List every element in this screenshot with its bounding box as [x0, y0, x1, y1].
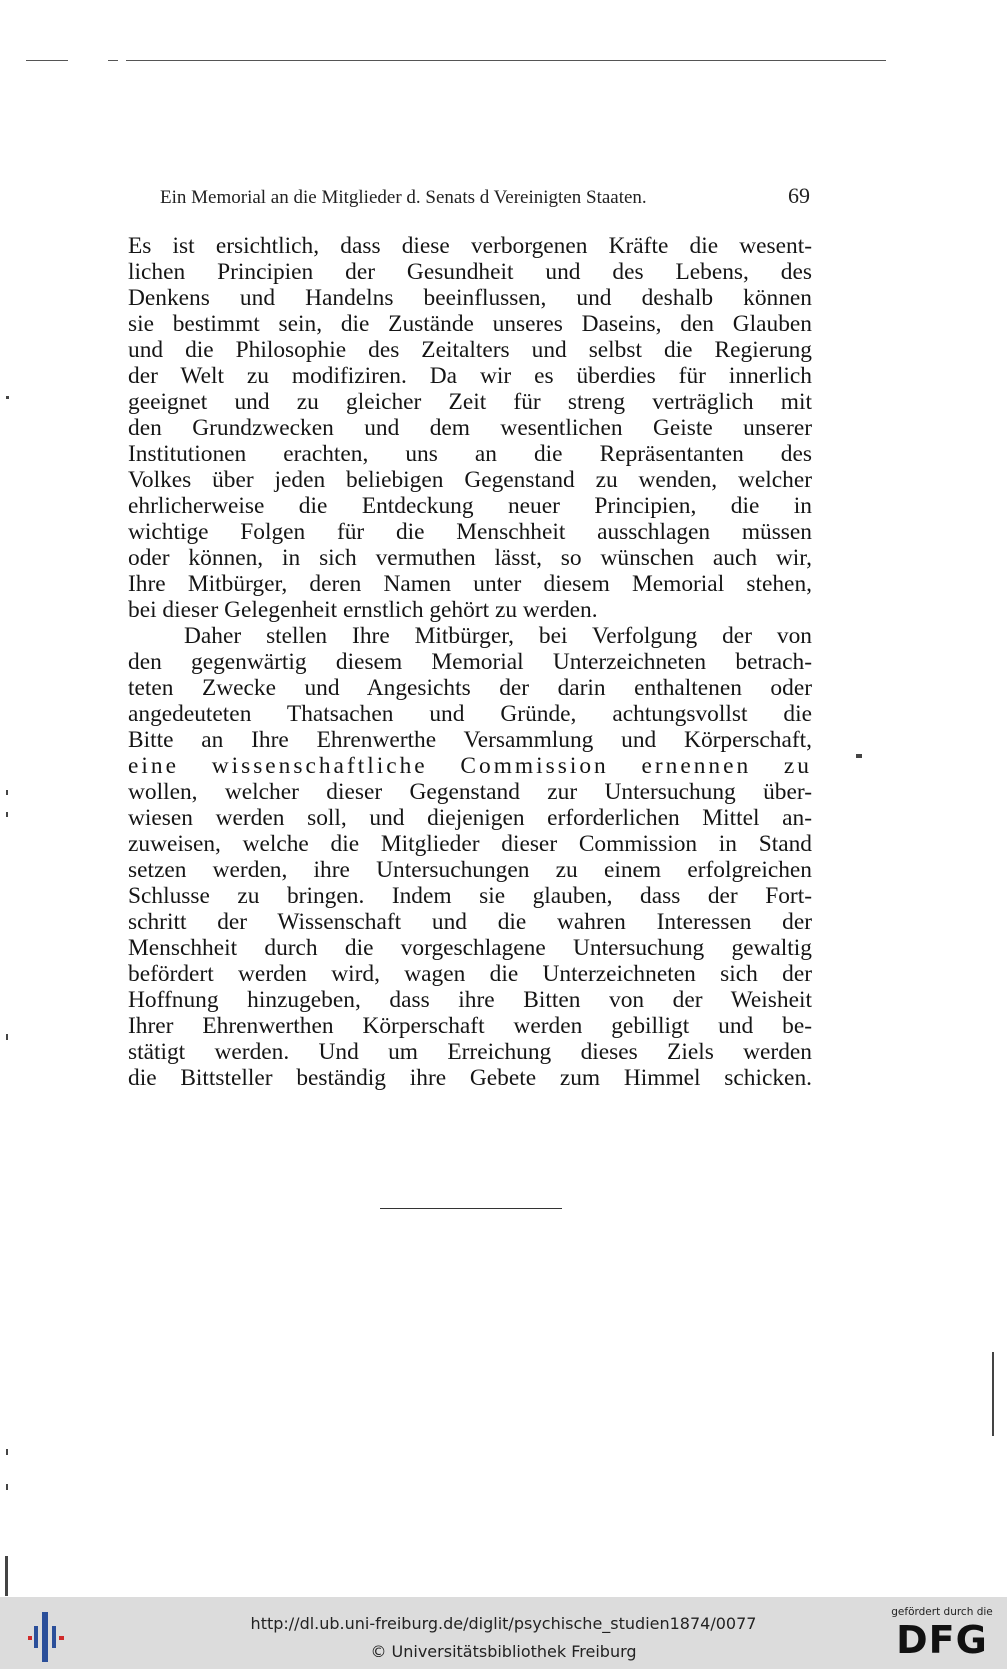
text-line: Institutionen erachten, uns an die Repräsentanten des	[128, 441, 812, 467]
text-line: schritt der Wissenschaft und die wahren Interessen der	[128, 909, 812, 935]
text-line: angedeuteten Thatsachen und Gründe, achtungsvollst die	[128, 701, 812, 727]
text-line: die Bittsteller beständig ihre Gebete zum Himmel schicken.	[128, 1065, 812, 1091]
text-line: ehrlicherweise die Entdeckung neuer Principien, die in	[128, 493, 812, 519]
scan-speck	[6, 790, 8, 795]
text-line: Volkes über jeden beliebigen Gegenstand zu wenden, welcher	[128, 467, 812, 493]
scan-speck	[856, 754, 862, 758]
text-line: Es ist ersichtlich, dass diese verborgenen Kräfte die wesent-	[128, 233, 812, 259]
text-line: geeignet und zu gleicher Zeit für streng verträglich mit	[128, 389, 812, 415]
text-line: und die Philosophie des Zeitalters und selbst die Regierung	[128, 337, 812, 363]
text-line: Menschheit durch die vorgeschlagene Untersuchung gewaltig	[128, 935, 812, 961]
text-line: lichen Principien der Gesundheit und des Lebens, des	[128, 259, 812, 285]
scan-edge-line	[5, 1556, 8, 1596]
text-line: zuweisen, welche die Mitglieder dieser Commission in Stand	[128, 831, 812, 857]
text-line: sie bestimmt sein, die Zustände unseres Daseins, den Glauben	[128, 311, 812, 337]
text-line: Hoffnung hinzugeben, dass ihre Bitten von der Weisheit	[128, 987, 812, 1013]
top-rule-main	[126, 60, 886, 61]
scan-edge-line	[992, 1352, 994, 1436]
text-line: eine wissenschaftliche Commission ernennen zu	[128, 753, 812, 779]
dfg-logo	[886, 1606, 998, 1666]
text-line: teten Zwecke und Angesichts der darin enthaltenen oder	[128, 675, 812, 701]
scan-speck	[6, 1449, 8, 1455]
top-rule-left	[26, 60, 68, 61]
text-line: Schlusse zu bringen. Indem sie glauben, dass der Fort-	[128, 883, 812, 909]
text-line: Daher stellen Ihre Mitbürger, bei Verfolgung der von	[184, 623, 812, 649]
text-line: oder können, in sich vermuthen lässt, so wünschen auch wir,	[128, 545, 812, 571]
text-line: wollen, welcher dieser Gegenstand zur Untersuchung über-	[128, 779, 812, 805]
text-line: Bitte an Ihre Ehrenwerthe Versammlung und Körperschaft,	[128, 727, 812, 753]
end-rule	[380, 1208, 562, 1209]
body-text	[128, 233, 812, 1091]
scan-speck	[6, 1034, 8, 1040]
paragraph-1	[128, 233, 812, 623]
text-line: bei dieser Gelegenheit ernstlich gehört zu werden.	[128, 597, 598, 623]
paragraph-2	[128, 623, 812, 1091]
footer-copyright: © Universitätsbibliothek Freiburg	[370, 1642, 637, 1661]
dfg-caption: gefördert durch die	[891, 1606, 993, 1618]
top-rule-dash	[108, 60, 118, 61]
text-line: befördert werden wird, wagen die Unterzeichneten sich der	[128, 961, 812, 987]
text-line: Ihrer Ehrenwerthen Körperschaft werden gebilligt und be-	[128, 1013, 812, 1039]
text-line: den gegenwärtig diesem Memorial Unterzeichneten betrach-	[128, 649, 812, 675]
text-line: wichtige Folgen für die Menschheit ausschlagen müssen	[128, 519, 812, 545]
text-line: Ihre Mitbürger, deren Namen unter diesem Memorial stehen,	[128, 571, 812, 597]
dfg-logo-text: DFG	[896, 1618, 988, 1662]
text-line: wiesen werden soll, und diejenigen erforderlichen Mittel an-	[128, 805, 812, 831]
page-number: 69	[788, 183, 810, 208]
running-title: Ein Memorial an die Mitglieder d. Senats d Vereinigten Staaten.	[160, 187, 647, 208]
running-header	[160, 183, 810, 209]
text-line: setzen werden, ihre Untersuchungen zu einem erfolgreichen	[128, 857, 812, 883]
text-line: der Welt zu modifiziren. Da wir es überdies für innerlich	[128, 363, 812, 389]
text-line: den Grundzwecken und dem wesentlichen Geiste unserer	[128, 415, 812, 441]
text-line: stätigt werden. Und um Erreichung dieses Ziels werden	[128, 1039, 812, 1065]
scan-speck	[6, 812, 8, 817]
footer-url-link[interactable]: http://dl.ub.uni-freiburg.de/diglit/psychische_studien1874/0077	[250, 1614, 757, 1633]
scan-speck	[6, 396, 9, 399]
text-line: Denkens und Handelns beeinflussen, und deshalb können	[128, 285, 812, 311]
scan-speck	[6, 1484, 8, 1490]
